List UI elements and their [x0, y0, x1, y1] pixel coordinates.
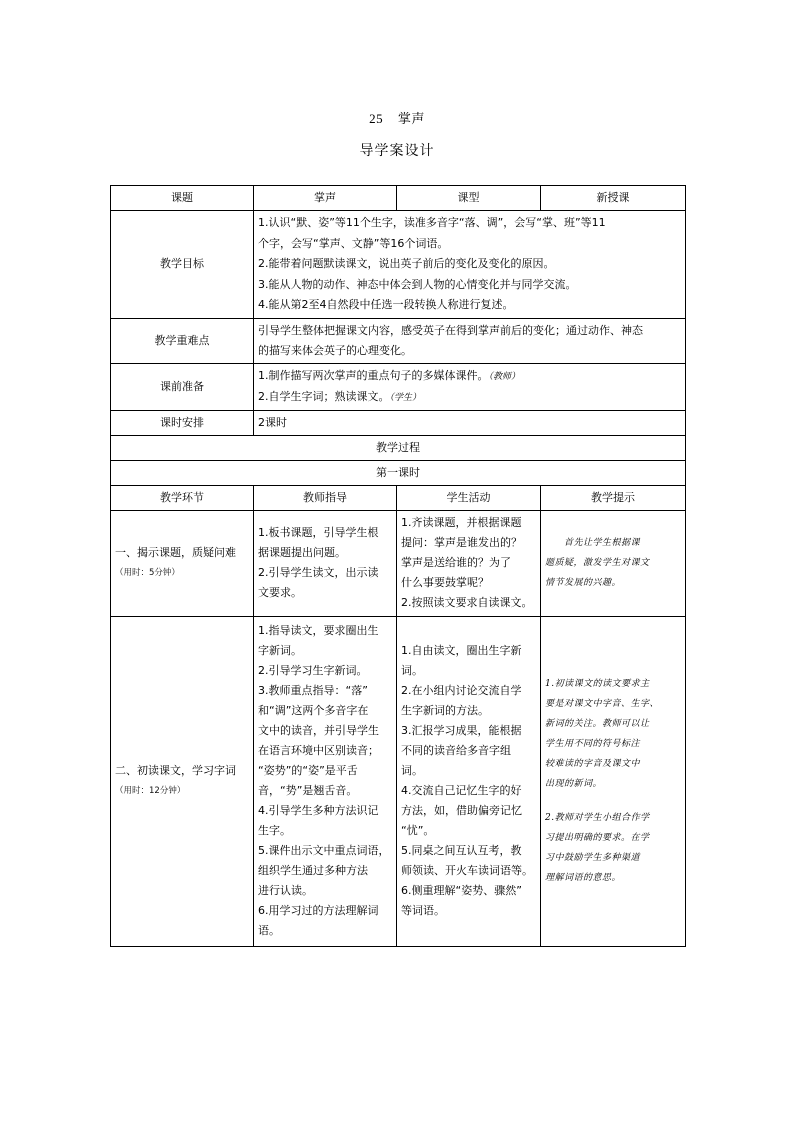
goal-line: 4.能从第2至4自然段中任选一段转换人称进行复述。: [258, 298, 514, 311]
prep-row: [111, 363, 686, 410]
topic-value: 掌声: [254, 186, 397, 211]
student-cell: 1.齐读课题，并根据课题 提问：掌声是谁发出的？ 掌声是送给谁的？为了 什么事要鼓掌呢？ 2.按照读文要求自读课文。: [397, 510, 541, 616]
goal-line: 个字，会写“掌声、文静”等16个词语。: [258, 236, 449, 250]
stage-title: 一、揭示课题，质疑问难: [115, 546, 236, 559]
keypoints-text: [254, 318, 686, 363]
process-row-1: [111, 510, 686, 616]
col-header-teacher: 教师指导: [254, 485, 397, 510]
process-title-row: [111, 435, 686, 460]
prep-list: [254, 363, 686, 410]
keypoint-line: 的描写来体会英子的心理变化。: [258, 343, 412, 357]
prep-label: 课前准备: [111, 363, 254, 410]
prep-line: 2.自学生字词；熟读课文。（学生）: [258, 389, 422, 403]
lesson-plan-table: [110, 185, 686, 947]
col-header-stage: 教学环节: [111, 485, 254, 510]
process-row-2: [111, 616, 686, 946]
hours-label: 课时安排: [111, 410, 254, 435]
teacher-cell: 1.指导读文，要求圈出生 字新词。 2.引导学习生字新词。 3.教师重点指导：“落” 和“调”这两个多音字在 文中的读音，并引导学生 在语言环境中区别读音； “姿势”的“姿”是平舌 音，“势”是翘舌音。 4.引导学生多种方法识记 生字。 5.课件出示文中重点词语， 组织学生通过多种方法 进行认读。 6.用学习过的方法理解词 语。: [254, 616, 397, 946]
prep-line: 1.制作描写两次掌声的重点句子的多媒体课件。（教师）: [258, 368, 521, 382]
col-header-student: 学生活动: [397, 485, 541, 510]
stage-cell: [111, 616, 254, 946]
process-header-row: [111, 485, 686, 510]
teacher-cell: 1.板书课题，引导学生根 据课题提出问题。 2.引导学生读文，出示读 文要求。: [254, 510, 397, 616]
hint-cell: 首先让学生根据课 题质疑，激发学生对课文 情节发展的兴趣。: [541, 510, 686, 616]
hint-cell: 1.初读课文的读文要求主 要是对课文中字音、生字、 新词的关注。教师可以让 学生用不同的符号标注 较难读的字音及课文中 出现的新词。 2.教师对学生小组合作学 习提出明确的要求。在学 习中鼓励学生多种渠道 理解词语的意思。: [541, 616, 686, 946]
keypoints-row: [111, 318, 686, 363]
keypoint-line: 引导学生整体把握课文内容，感受英子在得到掌声前后的变化；通过动作、神态: [258, 323, 643, 337]
goal-line: 3.能从人物的动作、神态中体会到人物的心情变化并与同学交流。: [258, 277, 577, 291]
lesson-title: 掌声: [397, 112, 425, 127]
lesson-number: 25: [369, 111, 384, 126]
type-label: 课型: [397, 186, 541, 211]
doc-title: 导学案设计: [359, 143, 435, 159]
stage-title: 二、初读课文，学习字词: [115, 764, 236, 777]
session-title: 第一课时: [111, 460, 686, 485]
session-row: [111, 460, 686, 485]
topic-row: [111, 186, 686, 211]
goals-label: 教学目标: [111, 211, 254, 319]
goal-line: 2.能带着问题默读课文，说出英子前后的变化及变化的原因。: [258, 257, 555, 270]
stage-cell: [111, 510, 254, 616]
goal-line: 1.认识“默、姿”等11个生字，读准多音字“落、调”，会写“掌、班”等11: [258, 216, 606, 229]
stage-time: （用时：12分钟）: [115, 786, 186, 796]
topic-label: 课题: [111, 186, 254, 211]
goals-row: [111, 211, 686, 319]
hours-row: [111, 410, 686, 435]
hours-value: 2课时: [254, 410, 686, 435]
process-title: 教学过程: [111, 435, 686, 460]
keypoints-label: 教学重难点: [111, 318, 254, 363]
lesson-heading: [0, 108, 794, 127]
student-cell: 1.自由读文，圈出生字新 词。 2.在小组内讨论交流自学 生字新词的方法。 3.汇报学习成果，能根据 不同的读音给多音字组 词。 4.交流自己记忆生字的好 方法，如，借助偏旁记忆 “忧”。 5.同桌之间互认互考，教 师领读、开火车读词语等。 6.侧重理解“姿势、骤然” 等词语。: [397, 616, 541, 946]
stage-time: （用时：5分钟）: [115, 568, 180, 578]
type-value: 新授课: [541, 186, 686, 211]
col-header-hint: 教学提示: [541, 485, 686, 510]
goals-list: [254, 211, 686, 319]
